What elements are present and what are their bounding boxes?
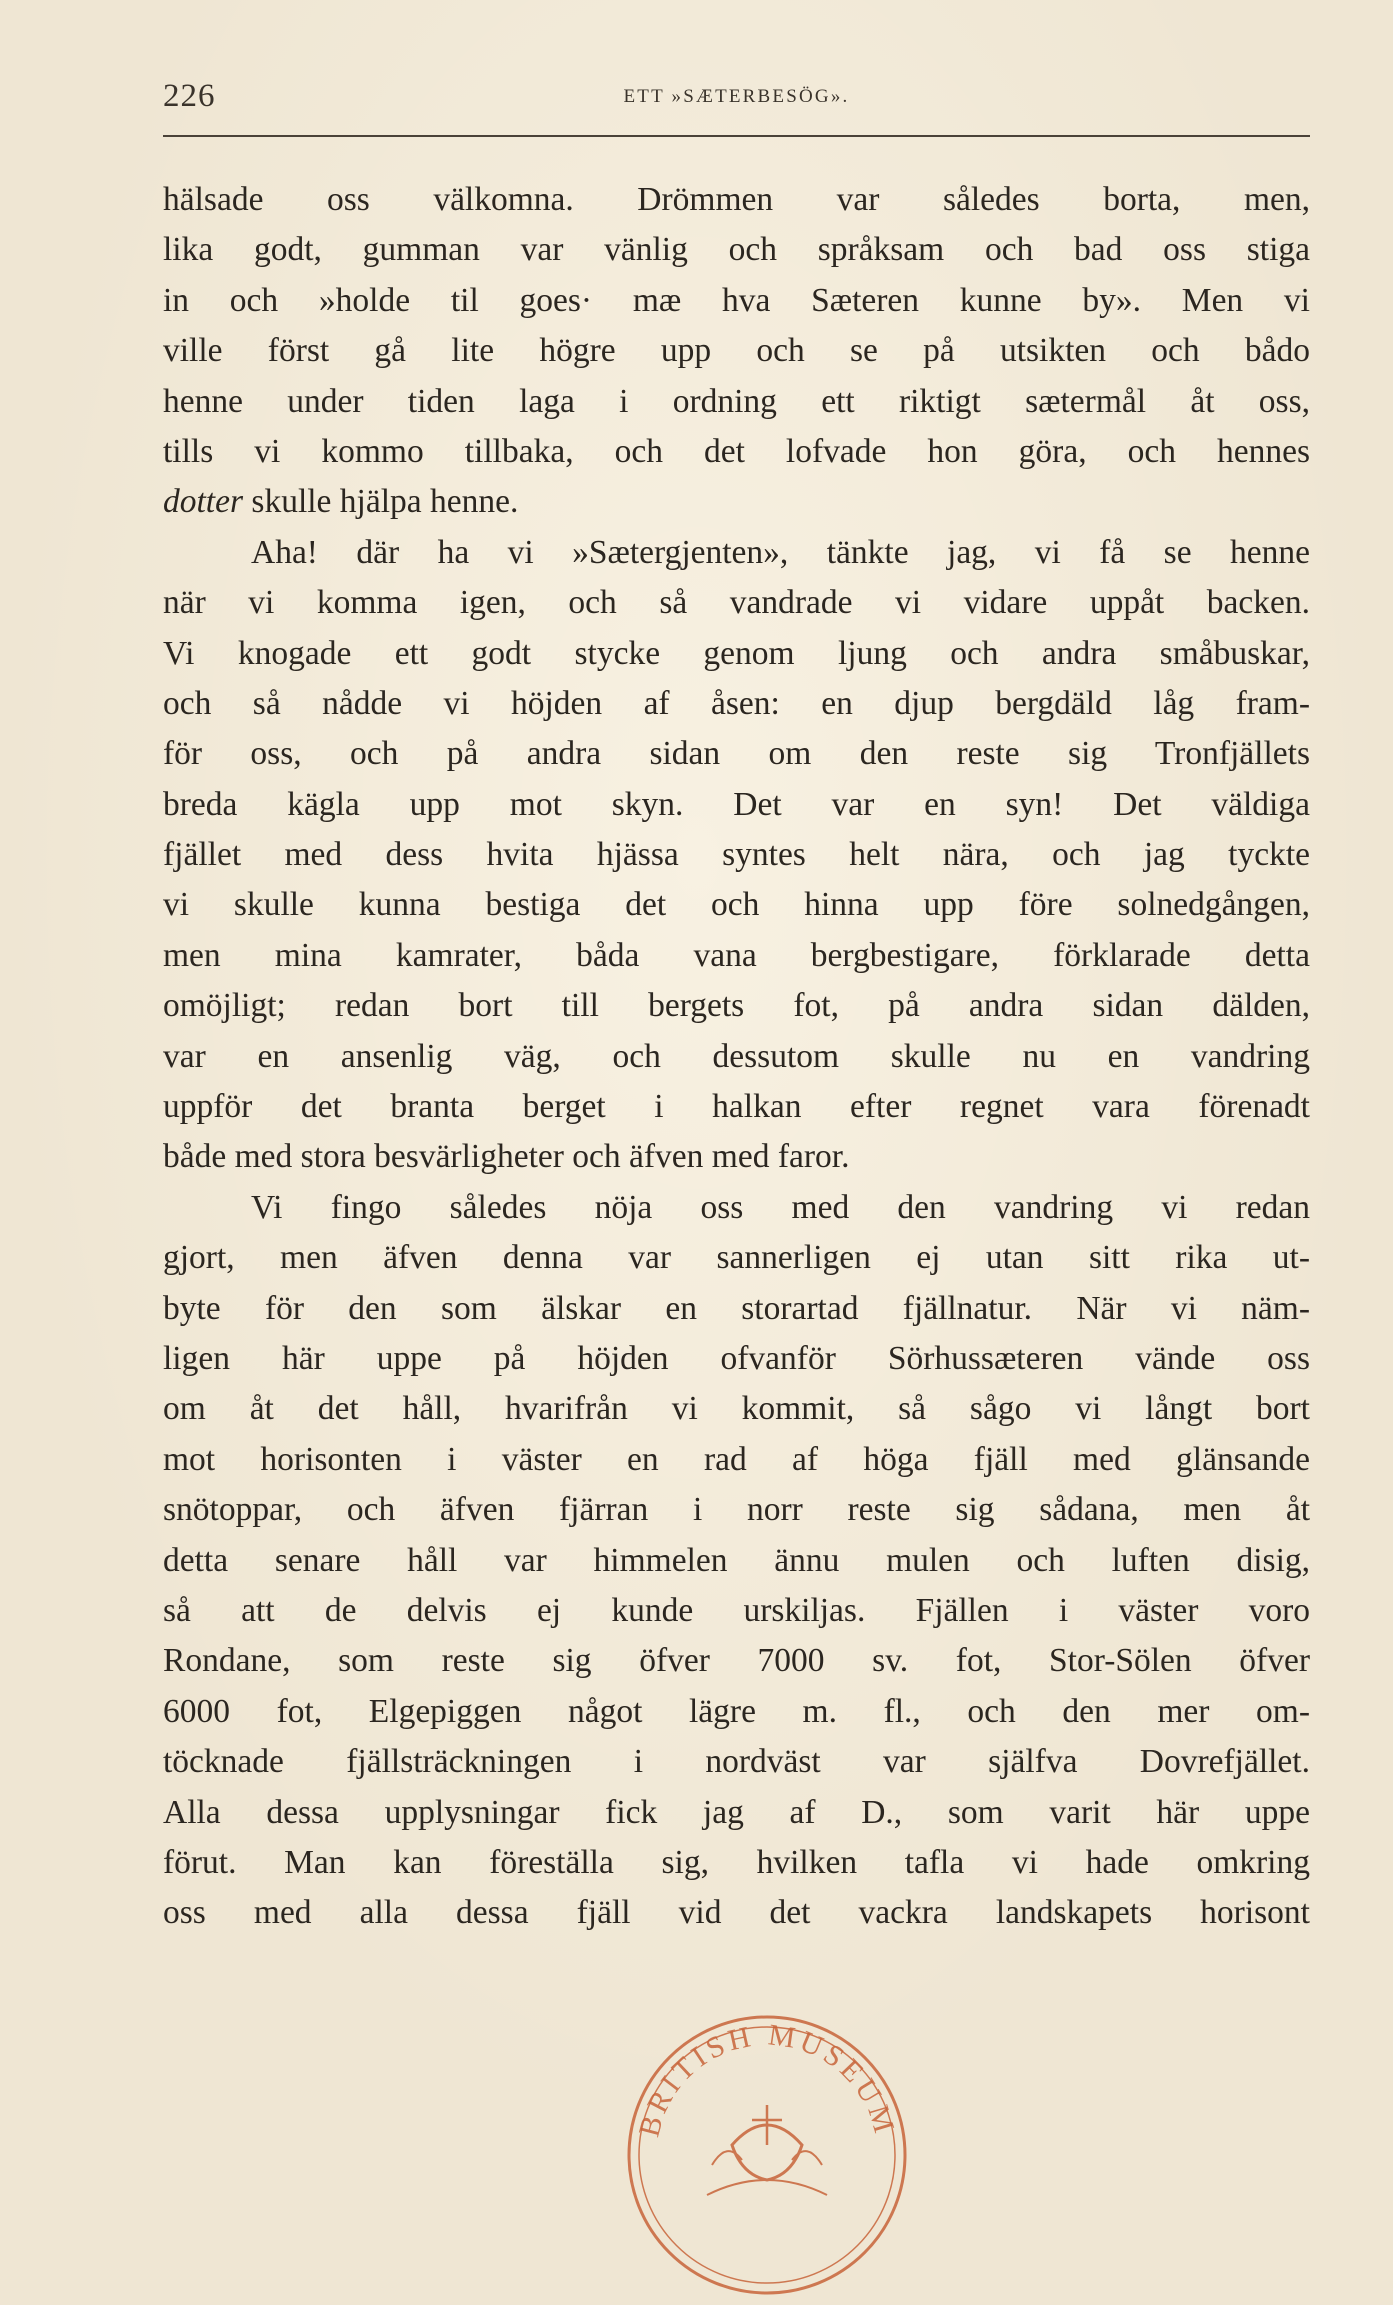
text-line: Aha! där ha vi »Sætergjenten», tänkte jag, vi få se henne bbox=[251, 533, 1310, 571]
body-text bbox=[163, 175, 1310, 1939]
page-header bbox=[163, 78, 1310, 118]
header-rule bbox=[163, 135, 1310, 137]
text-line: om åt det håll, hvarifrån vi kommit, så sågo vi långt bort bbox=[163, 1390, 1310, 1428]
text-line: var en ansenlig väg, och dessutom skulle nu en vandring bbox=[163, 1037, 1310, 1075]
text-line: snötoppar, och äfven fjärran i norr reste sig sådana, men åt bbox=[163, 1491, 1310, 1529]
text-line: 6000 fot, Elgepiggen något lägre m. fl., och den mer om- bbox=[163, 1692, 1310, 1730]
text-line bbox=[163, 477, 1310, 527]
text-line: breda kägla upp mot skyn. Det var en syn! Det väldiga bbox=[163, 785, 1310, 823]
text-line: förut. Man kan föreställa sig, hvilken tafla vi hade omkring bbox=[163, 1843, 1310, 1881]
text-line: oss med alla dessa fjäll vid det vackra landskapets horisont bbox=[163, 1894, 1310, 1932]
text-line: men mina kamrater, båda vana bergbestigare, förklarade detta bbox=[163, 936, 1310, 974]
text-line: vi skulle kunna bestiga det och hinna upp före solnedgången, bbox=[163, 886, 1310, 924]
text-line: mot horisonten i väster en rad af höga fjäll med glänsande bbox=[163, 1440, 1310, 1478]
text-line: hälsade oss välkomna. Drömmen var således borta, men, bbox=[163, 181, 1310, 218]
text-line: ville först gå lite högre upp och se på utsikten och bådo bbox=[163, 332, 1310, 370]
text-line: Rondane, som reste sig öfver 7000 sv. fot, Stor-Sölen öfver bbox=[163, 1642, 1310, 1680]
text-line: så att de delvis ej kunde urskiljas. Fjällen i väster voro bbox=[163, 1591, 1310, 1629]
text-line: byte för den som älskar en storartad fjällnatur. När vi näm- bbox=[163, 1289, 1310, 1327]
text-line: töcknade fjällsträckningen i nordväst var själfva Dovrefjället. bbox=[163, 1743, 1310, 1781]
text-line: lika godt, gumman var vänlig och språksam och bad oss stiga bbox=[163, 231, 1310, 269]
running-head: ETT »SÆTERBESÖG». bbox=[623, 86, 850, 107]
text-line: Alla dessa upplysningar fick jag af D., som varit här uppe bbox=[163, 1793, 1310, 1831]
text-line: in och »holde til goes· mæ hva Sæteren kunne by». Men vi bbox=[163, 281, 1310, 319]
text-line: omöjligt; redan bort till bergets fot, på andra sidan dälden, bbox=[163, 987, 1310, 1025]
text-line: för oss, och på andra sidan om den reste sig Tronfjällets bbox=[163, 735, 1310, 773]
stamp-text: BRITISH MUSEUM bbox=[632, 2018, 902, 2141]
text-line: och så nådde vi höjden af åsen: en djup bergdäld låg fram- bbox=[163, 684, 1310, 722]
text-line: ligen här uppe på höjden ofvanför Sörhussæteren vände oss bbox=[163, 1339, 1310, 1377]
library-stamp bbox=[612, 1995, 922, 2305]
text-fragment: skulle hjälpa henne. bbox=[243, 483, 519, 521]
text-line: Vi fingo således nöja oss med den vandring vi redan bbox=[251, 1188, 1310, 1226]
text-line: henne under tiden laga i ordning ett riktigt sætermål åt oss, bbox=[163, 382, 1310, 420]
text-line: tills vi kommo tillbaka, och det lofvade hon göra, och hennes bbox=[163, 432, 1310, 470]
text-line: fjället med dess hvita hjässa syntes helt nära, och jag tyckte bbox=[163, 836, 1310, 874]
text-line: detta senare håll var himmelen ännu mulen och luften disig, bbox=[163, 1541, 1310, 1579]
text-line: gjort, men äfven denna var sannerligen ej utan sitt rika ut- bbox=[163, 1239, 1310, 1277]
italic-word: dotter bbox=[163, 483, 244, 521]
text-line: uppför det branta berget i halkan efter regnet vara förenadt bbox=[163, 1088, 1310, 1126]
text-line: både med stora besvärligheter och äfven med faror. bbox=[163, 1138, 850, 1176]
text-line: när vi komma igen, och så vandrade vi vidare uppåt backen. bbox=[163, 584, 1310, 622]
text-line: Vi knogade ett godt stycke genom ljung och andra småbuskar, bbox=[163, 634, 1310, 672]
page-number: 226 bbox=[163, 78, 216, 114]
